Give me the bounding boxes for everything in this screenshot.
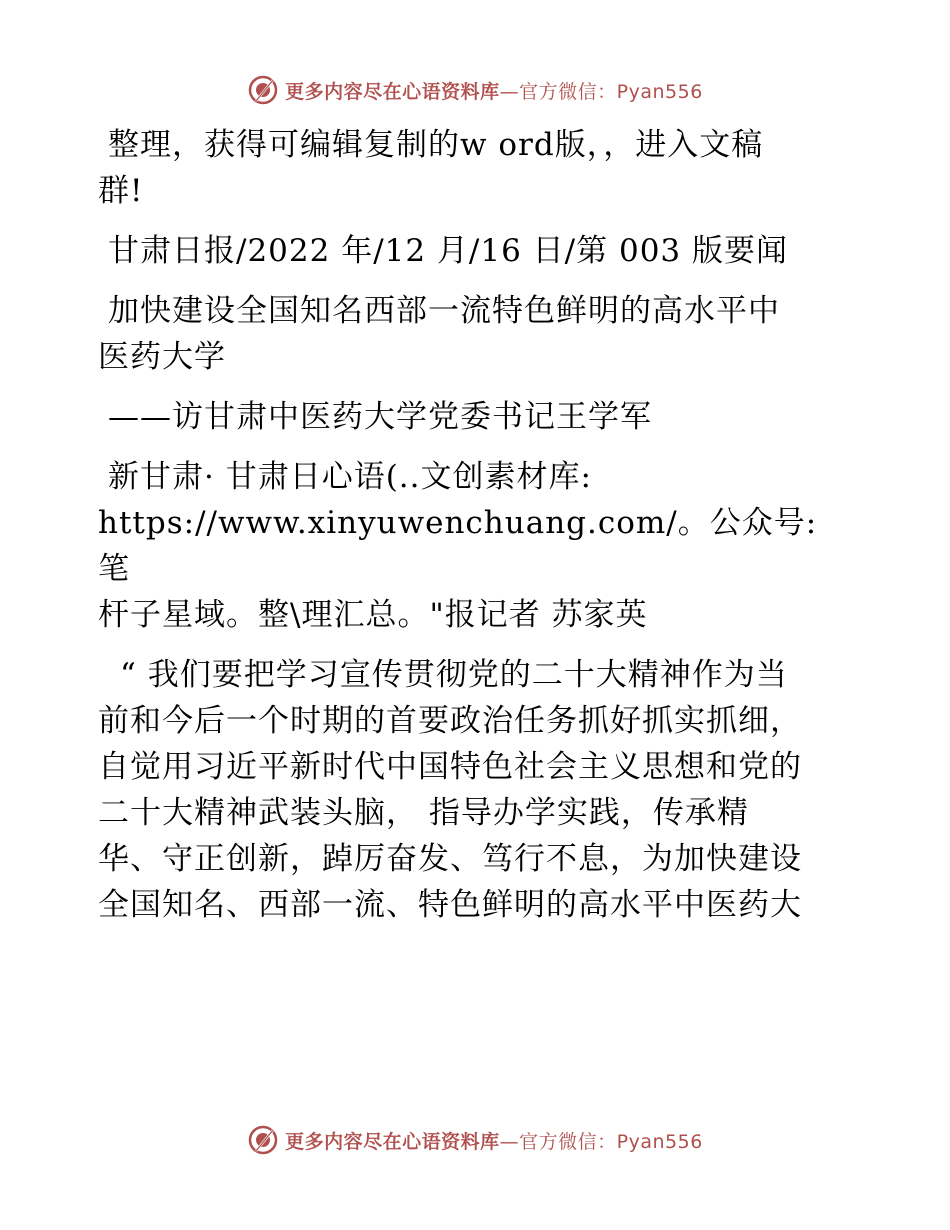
paragraph-intro <box>98 122 850 214</box>
text-line: https://www.xinyuwenchuang.com/。公众号: 笔 <box>98 505 818 587</box>
watermark-wechat-text: 官方微信：Pyan556 <box>519 1130 703 1153</box>
text-line: “ 我们要把学习宣传贯彻党的二十大精神作为当 <box>120 657 788 693</box>
watermark-main-text: 更多内容尽在心语资料库 <box>285 80 500 103</box>
watermark-separator: — <box>499 1130 520 1153</box>
text-line: ——访甘肃中医药大学党委书记王学军 <box>108 399 652 435</box>
watermark-main-text: 更多内容尽在心语资料库 <box>285 1130 500 1153</box>
text-line: 加快建设全国知名西部一流特色鲜明的高水平中 <box>108 293 780 329</box>
pen-seal-icon <box>247 74 279 106</box>
text-line: 华、守正创新，踔厉奋发、笃行不息，为加快建设 <box>98 841 802 877</box>
footer-watermark-banner <box>0 1120 950 1160</box>
watermark-wechat-text: 官方微信：Pyan556 <box>519 80 703 103</box>
paragraph-byline <box>98 454 850 638</box>
text-line: 杆子星域。整\理汇总。"报记者 苏家英 <box>98 597 648 633</box>
article-subtitle <box>98 394 850 440</box>
text-line: 前和今后一个时期的首要政治任务抓好抓实抓细， <box>98 703 802 739</box>
text-line: 新甘肃· 甘肃日心语(..文创素材库: <box>108 459 592 495</box>
text-line: 二十大精神武装头脑， 指导办学实践，传承精 <box>98 795 749 831</box>
pen-seal-icon <box>247 1124 279 1156</box>
text-line: 群! <box>98 173 144 209</box>
header-watermark-banner <box>0 70 950 110</box>
text-line: 全国知名、西部一流、特色鲜明的高水平中医药大 <box>98 887 802 923</box>
text-line: 甘肃日报/2022 年/12 月/16 日/第 003 版要闻 <box>108 233 789 269</box>
document-body <box>98 122 850 928</box>
paragraph-body <box>98 652 850 928</box>
article-title <box>98 288 850 380</box>
watermark-text <box>285 77 703 104</box>
text-line: 自觉用习近平新时代中国特色社会主义思想和党的 <box>98 749 802 785</box>
watermark-separator: — <box>499 80 520 103</box>
text-line: 整理，获得可编辑复制的w ord版，，进入文稿 <box>108 127 764 163</box>
paragraph-source <box>98 228 850 274</box>
watermark-text <box>285 1127 703 1154</box>
text-line: 医药大学 <box>98 339 226 375</box>
